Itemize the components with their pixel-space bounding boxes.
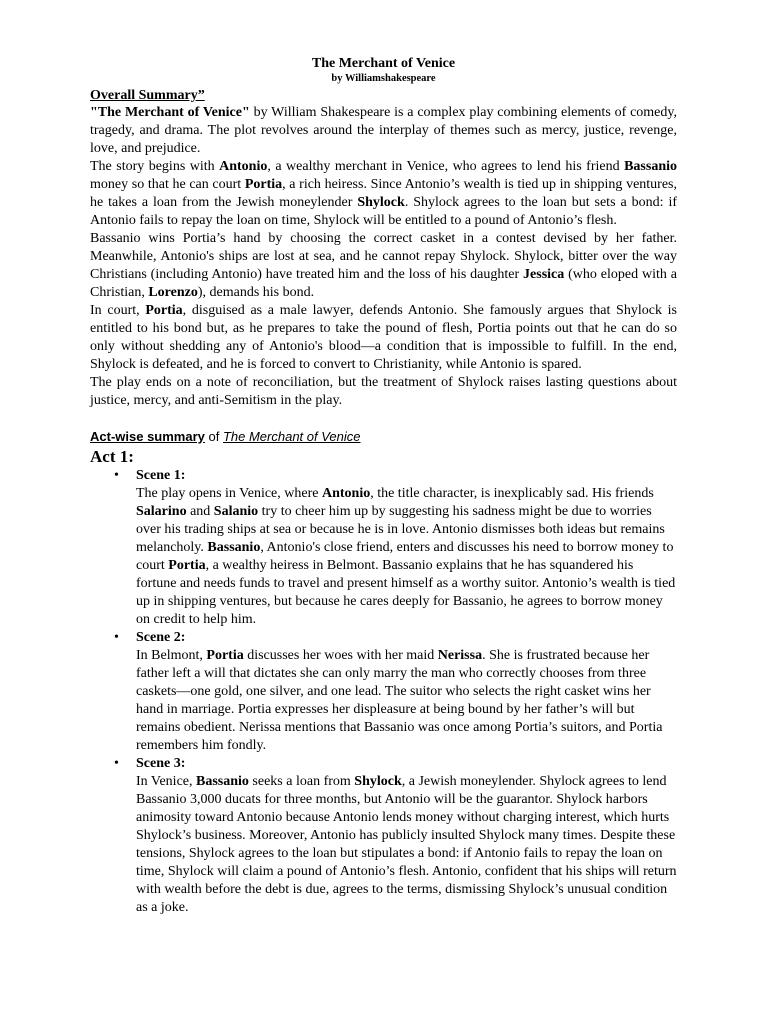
- overall-paragraph-2: The story begins with Antonio, a wealthy merchant in Venice, who agrees to lend his friend Bassanio money so that he can court Portia, a rich heiress. Since Antonio’s wealth is tied up in shipping ventures, he takes a loan from the Jewish moneylender Shylock. Shylock agrees to the loan but sets a bond: if Antonio fails to repay the loan on time, Shylock will be entitled to a pound of Antonio’s flesh.: [90, 159, 678, 228]
- bold-term: Antonio: [321, 486, 371, 501]
- actwise-heading-italic: The Merchant of Venice: [222, 429, 361, 444]
- act-1-title: Act 1:: [90, 447, 134, 466]
- bold-term: "The Merchant of Venice": [90, 105, 250, 120]
- scene-label: Scene 2:: [136, 630, 186, 645]
- scene-text: In Belmont, Portia discusses her woes with her maid Nerissa. She is frustrated because her father left a will that dictates she can only marry the man who correctly chooses from three caskets—one gold, one silver, and one lead. The suitor who selects the right casket wins her hand in marriage. Portia expresses her displeasure at being bound by her father’s will but remains obedient. Nerissa mentions that Bassanio was once among Portia’s suitors, and Portia remembers him fondly.: [136, 648, 663, 753]
- overall-paragraph-1: "The Merchant of Venice" by William Shakespeare is a complex play combining elements of comedy, tragedy, and drama. The plot revolves around the interplay of themes such as mercy, justice, revenge, love, and prejudice.: [90, 105, 677, 156]
- bold-term: Antonio: [219, 159, 268, 174]
- bullet-icon: •: [114, 756, 119, 771]
- scene-text: The play opens in Venice, where Antonio, the title character, is inexplicably sad. His friends Salarino and Salanio try to cheer him up by suggesting his sadness might be due to worries over his trading ships at sea or because he is in love. Antonio dismisses both ideas but remains melancholy. Bassanio, Antonio's close friend, enters and discusses his need to borrow money to court Portia, a wealthy heiress in Belmont. Bassanio explains that he has squandered his fortune and needs funds to travel and present himself as a worthy suitor. Antonio’s wealth is tied up in shipping ventures, but because he cares deeply for Bassanio, he agrees to borrow money on credit to help him.: [136, 486, 676, 627]
- bullet-icon: •: [114, 630, 119, 645]
- scene-label: Scene 1:: [136, 468, 186, 483]
- actwise-summary-heading: [90, 428, 677, 446]
- overall-paragraph-5: The play ends on a note of reconciliation, but the treatment of Shylock raises lasting questions about justice, mercy, and anti-Semitism in the play.: [90, 375, 677, 408]
- scene-item: [90, 629, 677, 755]
- scene-item: [90, 467, 677, 629]
- bold-term: Shylock: [357, 195, 405, 210]
- scene-text: In Venice, Bassanio seeks a loan from Shylock, a Jewish moneylender. Shylock agrees to lend Bassanio 3,000 ducats for three months, but Antonio will be the guarantor. Shylock harbors animosity toward Antonio because Antonio lends money without charging interest, which hurts Shylock’s business. Moreover, Antonio has publicly insulted Shylock many times. Despite these tensions, Shylock agrees to the loan but stipulates a bond: if Antonio fails to repay the loan on time, Shylock will claim a pound of Antonio’s flesh. Antonio, confident that his ships will return with wealth before the debt is due, agrees to the terms, dismissing Shylock’s unusual condition as a joke.: [136, 774, 677, 915]
- scene-list: [90, 467, 677, 917]
- bold-term: Bassanio: [624, 159, 677, 174]
- bold-term: Salanio: [213, 504, 259, 519]
- bold-term: Salarino: [136, 504, 187, 519]
- bold-term: Nerissa: [437, 648, 483, 663]
- overall-paragraph-4: In court, Portia, disguised as a male lawyer, defends Antonio. She famously argues that Shylock is entitled to his bond but, as he prepares to take the pound of flesh, Portia points out that he can do so only without shedding any of Antonio's blood—a condition that is impossible to fulfill. In the end, Shylock is defeated, and he is forced to convert to Christianity, while Antonio is spared.: [90, 303, 677, 372]
- overall-summary-heading: Overall Summary”: [90, 88, 205, 103]
- bold-term: Bassanio: [207, 540, 261, 555]
- bold-term: Jessica: [523, 267, 565, 282]
- scene-label: Scene 3:: [136, 756, 186, 771]
- bold-term: Bassanio: [196, 774, 249, 789]
- section-spacer: [90, 410, 677, 428]
- bold-term: Portia: [168, 558, 206, 573]
- scene-item: [90, 755, 677, 917]
- document-page: [90, 55, 677, 917]
- bold-term: Lorenzo: [148, 285, 198, 300]
- overall-paragraph-3: Bassanio wins Portia’s hand by choosing the correct casket in a contest devised by her father. Meanwhile, Antonio's ships are lost at sea, and he cannot repay Shylock. Shylock, bitter over the way Christians (including Antonio) have treated him and the loss of his daughter Jessica (who eloped with a Christian, Lorenzo), demands his bond.: [90, 231, 677, 300]
- bullet-icon: •: [114, 468, 119, 483]
- actwise-heading-of: of: [204, 429, 223, 444]
- bold-term: Shylock: [354, 774, 402, 789]
- bold-term: Portia: [206, 648, 244, 663]
- document-title: The Merchant of Venice: [311, 56, 456, 71]
- bold-term: Portia: [244, 177, 283, 192]
- document-byline: by Williamshakespeare: [331, 73, 436, 84]
- bold-term: Portia: [145, 303, 183, 318]
- actwise-heading-bold: Act-wise summary: [90, 429, 205, 444]
